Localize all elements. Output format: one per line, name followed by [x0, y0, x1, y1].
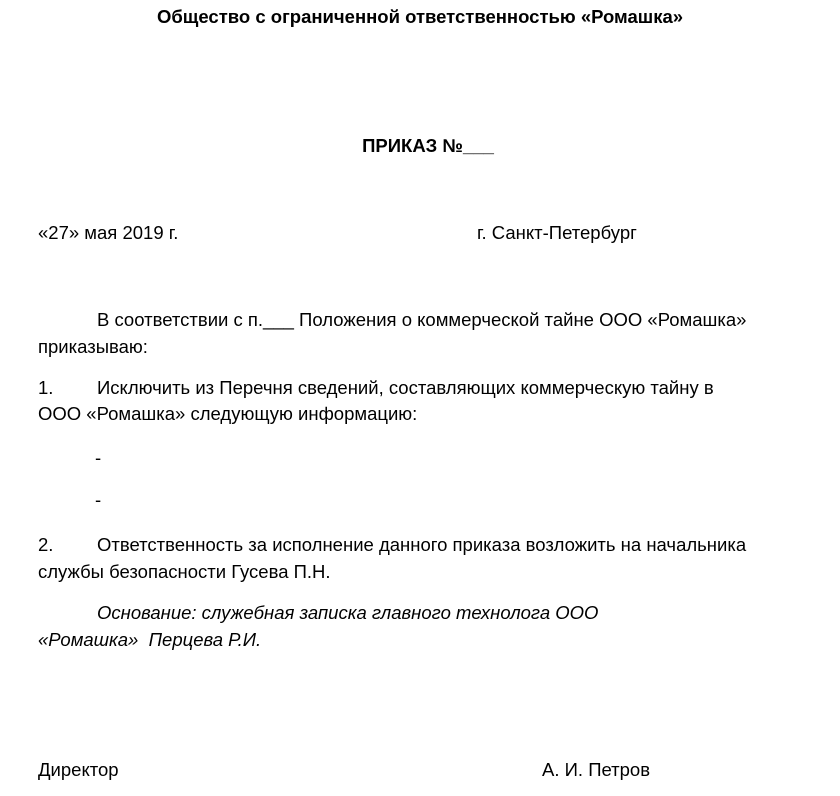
order-title: ПРИКАЗ №___: [362, 135, 494, 156]
order-date: «27» мая 2019 г.: [38, 222, 179, 243]
basis-line-1: Основание: служебная записка главного технолога ООО: [97, 602, 599, 623]
signature-position: Директор: [38, 759, 119, 780]
list-dash-1: -: [95, 447, 102, 468]
item-2-line-2: службы безопасности Гусева П.Н.: [38, 561, 331, 582]
organization-header: Общество с ограниченной ответственностью «Ромашка»: [156, 6, 684, 27]
preamble-line-2: приказываю:: [38, 336, 148, 357]
item-2-line-1: Ответственность за исполнение данного приказа возложить на начальника: [97, 534, 747, 555]
preamble-line-1: В соответствии с п.___ Положения о коммерческой тайне ООО «Ромашка»: [97, 309, 747, 330]
basis-line-2: «Ромашка» Перцева Р.И.: [38, 629, 262, 650]
item-2-number: 2.: [38, 534, 54, 555]
item-1-number: 1.: [38, 377, 54, 398]
signature-name: А. И. Петров: [542, 759, 651, 780]
order-city: г. Санкт-Петербург: [477, 222, 637, 243]
item-1-line-2: ООО «Ромашка» следующую информацию:: [38, 403, 418, 424]
list-dash-2: -: [95, 489, 102, 510]
item-1-line-1: Исключить из Перечня сведений, составляющих коммерческую тайну в: [97, 377, 714, 398]
